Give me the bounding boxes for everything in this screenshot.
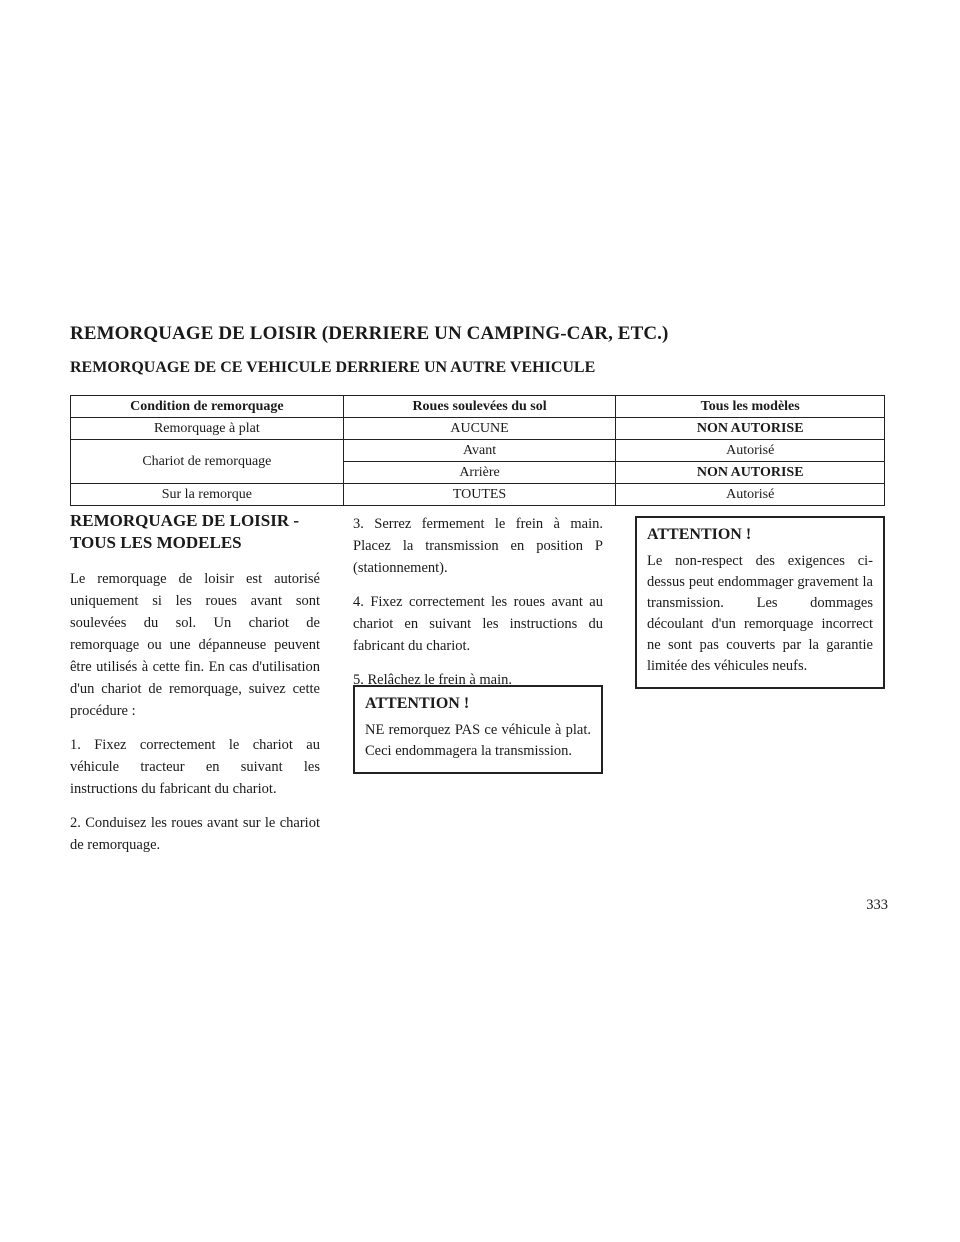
section-title: REMORQUAGE DE CE VEHICULE DERRIERE UN AUTRE VEHICULE	[70, 359, 596, 376]
header-condition: Condition de remorquage	[71, 396, 344, 418]
cell-condition: Sur la remorque	[71, 484, 344, 506]
table-row	[71, 440, 885, 462]
cell-status: NON AUTORISE	[616, 418, 885, 440]
left-column	[70, 510, 320, 868]
table-row	[71, 484, 885, 506]
intro-paragraph: Le remorquage de loisir est autorisé uniquement si les roues avant sont soulevées du sol. Un chariot de remorquage ou une dépanneuse peuvent être utilisés à cette fin. En cas d'utilisation d'un chariot de remorquage, suivez cette procédure :	[70, 571, 320, 719]
warning-box-damage	[635, 516, 885, 689]
step-5: 5. Relâchez le frein à main.	[353, 672, 513, 688]
cell-wheels: TOUTES	[343, 484, 616, 506]
header-all-models: Tous les modèles	[616, 396, 885, 418]
warning-box-flat-tow	[353, 685, 603, 774]
middle-column	[353, 513, 603, 703]
warning-text: Le non-respect des exigences ci-dessus peut endommager gravement la transmission. Les dommages découlant d'un remorquage incorrect ne sont pas couverts par la garantie limitée des véhicules neufs.	[647, 553, 873, 674]
step-4: 4. Fixez correctement les roues avant au chariot en suivant les instructions du fabricant du chariot.	[353, 594, 603, 654]
step-1: 1. Fixez correctement le chariot au véhicule tracteur en suivant les instructions du fabricant du chariot.	[70, 737, 320, 797]
cell-status: Autorisé	[616, 484, 885, 506]
cell-wheels: AUCUNE	[343, 418, 616, 440]
towing-conditions-table	[70, 395, 885, 506]
page-title: REMORQUAGE DE LOISIR (DERRIERE UN CAMPING-CAR, ETC.)	[70, 323, 669, 344]
header-wheels-lifted: Roues soulevées du sol	[343, 396, 616, 418]
warning-title: ATTENTION !	[647, 526, 752, 543]
table-header-row	[71, 396, 885, 418]
cell-condition: Chariot de remorquage	[71, 440, 344, 484]
step-2: 2. Conduisez les roues avant sur le chariot de remorquage.	[70, 815, 320, 853]
warning-text: NE remorquez PAS ce véhicule à plat. Ceci endommagera la transmission.	[365, 722, 591, 759]
column-heading: REMORQUAGE DE LOISIR - TOUS LES MODELES	[70, 511, 300, 552]
cell-condition: Remorquage à plat	[71, 418, 344, 440]
step-3: 3. Serrez fermement le frein à main. Placez la transmission en position P (stationnement).	[353, 516, 603, 576]
cell-wheels: Arrière	[343, 462, 616, 484]
table-row	[71, 418, 885, 440]
cell-status: Autorisé	[616, 440, 885, 462]
page-number: 333	[866, 897, 888, 913]
cell-wheels: Avant	[343, 440, 616, 462]
cell-status: NON AUTORISE	[616, 462, 885, 484]
warning-title: ATTENTION !	[365, 695, 470, 712]
